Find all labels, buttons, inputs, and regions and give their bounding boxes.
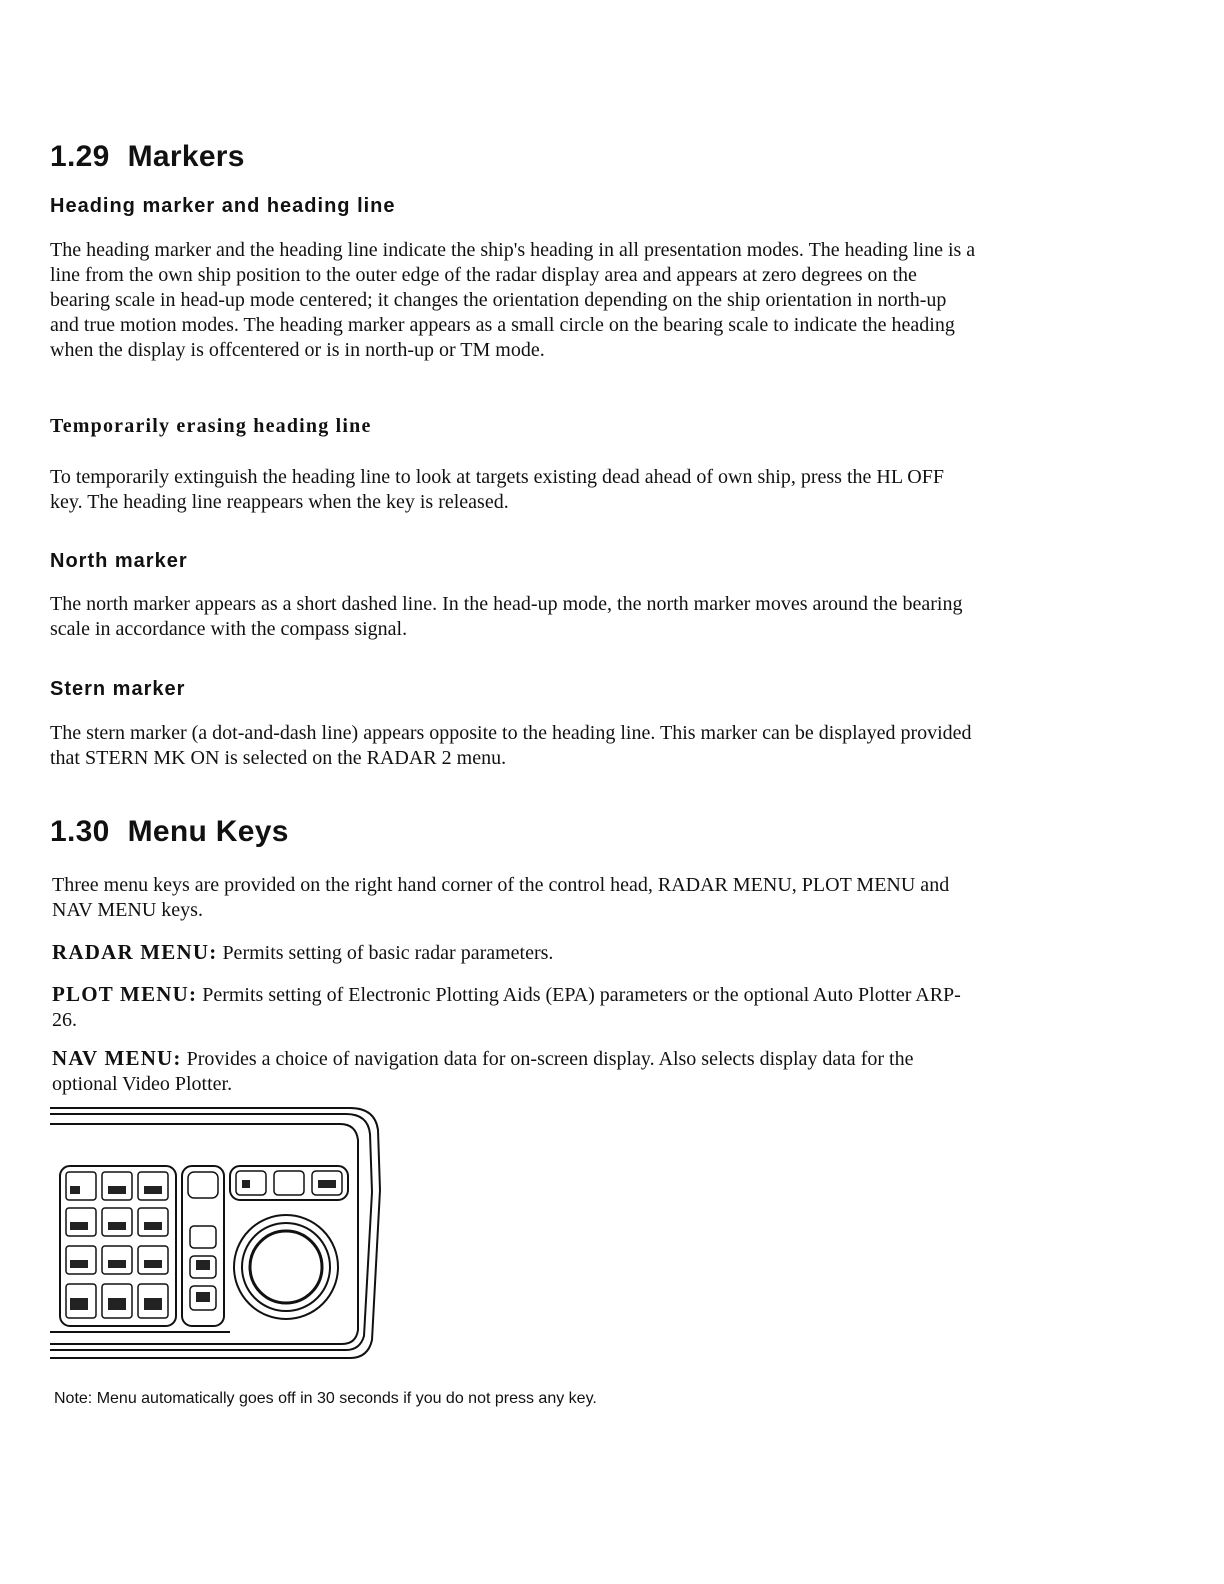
plot-menu-key — [274, 1171, 304, 1195]
key-label-mark — [108, 1186, 126, 1194]
section-number: 1.30 — [50, 815, 110, 848]
section-number: 1.29 — [50, 140, 110, 173]
middle-key — [190, 1226, 216, 1248]
trackball — [250, 1231, 322, 1303]
key-label-mark — [144, 1222, 162, 1230]
heading-marker-subheading: Heading marker and heading line — [50, 195, 396, 217]
key-label-mark — [108, 1298, 126, 1310]
key-label-mark — [318, 1180, 336, 1188]
housing-outline — [50, 1108, 380, 1358]
key-label-mark — [144, 1260, 162, 1268]
menu-keys-intro: Three menu keys are provided on the right hand corner of the control head, RADAR MENU, PLOT MENU and NAV MENU keys. — [52, 874, 950, 921]
north-marker-subheading: North marker — [50, 550, 188, 572]
section-title: Markers — [127, 140, 245, 173]
key-label-mark — [144, 1298, 162, 1310]
north-marker-paragraph: The north marker appears as a short dashed line. In the head-up mode, the north marker moves around the bearing scale in accordance with the compass signal. — [50, 593, 963, 640]
key-label-mark — [70, 1222, 88, 1230]
nav-menu-label: NAV MENU: — [52, 1046, 182, 1070]
heading-marker-paragraph: The heading marker and the heading line indicate the ship's heading in all presentation modes. The heading line is a line from the own ship position to the outer edge of the radar display area and appears at zero degrees on the bearing scale in head-up mode centered; it changes the orientation depending on the ship orientation in north-up and true motion modes. The heading marker appears as a small circle on the bearing scale to indicate the heading when the display is offcentered or is in north-up or TM mode. — [50, 239, 976, 361]
temporarily-erasing-paragraph: To temporarily extinguish the heading line to look at targets existing dead ahead of own ship, press the HL OFF key. The heading line reappears when the key is released. — [50, 466, 944, 513]
trackball-ring — [242, 1223, 330, 1311]
key-label-mark — [144, 1186, 162, 1194]
radar-menu-description — [52, 940, 982, 966]
section-title: Menu Keys — [127, 815, 289, 848]
key-label-mark — [70, 1260, 88, 1268]
temporarily-erasing-subheading: Temporarily erasing heading line — [50, 415, 372, 437]
key-label-mark — [196, 1260, 210, 1270]
key-label-mark — [196, 1292, 210, 1302]
control-head-illustration — [50, 1100, 390, 1368]
section-1-29-heading — [50, 140, 245, 174]
section-1-30-heading — [50, 815, 289, 849]
plot-menu-description — [52, 982, 982, 1033]
radar-menu-label: RADAR MENU: — [52, 940, 218, 964]
stern-marker-subheading: Stern marker — [50, 678, 186, 700]
key-label-mark — [70, 1298, 88, 1310]
key-label-mark — [108, 1222, 126, 1230]
auto-off-note: Note: Menu automatically goes off in 30 seconds if you do not press any key. — [54, 1390, 597, 1407]
stern-marker-paragraph: The stern marker (a dot-and-dash line) appears opposite to the heading line. This marker can be displayed provided that STERN MK ON is selected on the RADAR 2 menu. — [50, 722, 972, 769]
key-label-mark — [70, 1186, 80, 1194]
key-label-mark — [108, 1260, 126, 1268]
key-label-mark — [242, 1180, 250, 1188]
radar-menu-text: Permits setting of basic radar parameters. — [222, 942, 554, 964]
middle-key — [188, 1172, 218, 1198]
radar-menu-key — [236, 1171, 266, 1195]
nav-menu-text: Provides a choice of navigation data for on-screen display. Also selects display data for the optional Video Plotter. — [52, 1048, 914, 1095]
nav-menu-description — [52, 1046, 982, 1097]
plot-menu-label: PLOT MENU: — [52, 982, 198, 1006]
plot-menu-text: Permits setting of Electronic Plotting Aids (EPA) parameters or the optional Auto Plotter ARP-26. — [52, 984, 961, 1031]
